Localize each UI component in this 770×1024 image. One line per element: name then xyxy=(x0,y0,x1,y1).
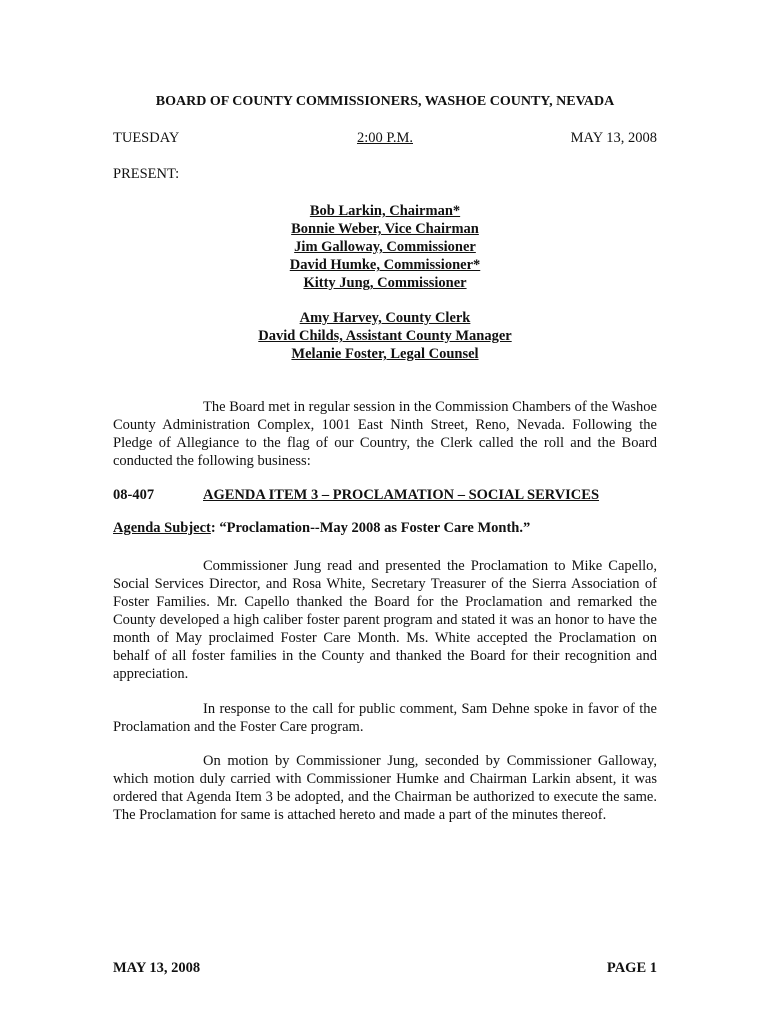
footer-date: MAY 13, 2008 xyxy=(113,960,201,976)
commissioner-name: Jim Galloway, Commissioner xyxy=(294,239,476,255)
meeting-time: 2:00 P.M. xyxy=(356,130,413,146)
meeting-dateline xyxy=(113,130,657,150)
body-paragraph-text: Commissioner Jung read and presented the Proclamation to Mike Capello, Social Services Director, and Rosa White, Secretary Treasurer of the Sierra Association of Foster Families. Mr. Capello thanked the Board for the Proclamation and remarked the County developed a high caliber foster parent program and stated it was an honor to have the month of May proclaimed Foster Care Month. Ms. White accepted the Proclamation on behalf of all foster families in the County and thanked the Board for their recognition and appreciation. xyxy=(113,558,657,682)
document-title: BOARD OF COUNTY COMMISSIONERS, WASHOE COUNTY, NEVADA xyxy=(155,94,615,109)
body-paragraph xyxy=(113,557,657,683)
agenda-item-number: 08-407 xyxy=(113,487,155,503)
staff-list xyxy=(0,309,770,363)
agenda-item-heading: AGENDA ITEM 3 – PROCLAMATION – SOCIAL SERVICES xyxy=(203,487,600,503)
staff-name: Melanie Foster, Legal Counsel xyxy=(291,346,479,362)
agenda-subject xyxy=(113,520,530,537)
commissioner-name: Bob Larkin, Chairman* xyxy=(309,203,461,219)
body-paragraph xyxy=(113,752,657,824)
commissioners-list xyxy=(0,202,770,292)
intro-paragraph xyxy=(113,398,657,470)
page-footer xyxy=(113,960,657,980)
staff-name: Amy Harvey, County Clerk xyxy=(299,310,471,326)
meeting-date: MAY 13, 2008 xyxy=(570,130,657,146)
meeting-day: TUESDAY xyxy=(113,130,180,146)
body-paragraph-text: On motion by Commissioner Jung, seconded by Commissioner Galloway, which motion duly carried with Commissioner Humke and Chairman Larkin absent, it was ordered that Agenda Item 3 be adopted, and the Chairman be authorized to execute the same. The Proclamation for same is attached hereto and made a part of the minutes thereof. xyxy=(113,753,657,823)
body-paragraph-text: In response to the call for public comment, Sam Dehne spoke in favor of the Proclamation and the Foster Care program. xyxy=(113,701,657,735)
agenda-subject-label: Agenda Subject xyxy=(113,520,211,536)
staff-name: David Childs, Assistant County Manager xyxy=(258,328,512,344)
body-paragraph xyxy=(113,700,657,736)
commissioner-name: David Humke, Commissioner* xyxy=(289,257,481,273)
intro-paragraph-text: The Board met in regular session in the Commission Chambers of the Washoe County Administration Complex, 1001 East Ninth Street, Reno, Nevada. Following the Pledge of Allegiance to the flag of our Country, the Clerk called the roll and the Board conducted the following business: xyxy=(113,399,657,469)
present-label: PRESENT: xyxy=(113,166,180,182)
footer-page-number: PAGE 1 xyxy=(606,960,657,976)
commissioner-name: Kitty Jung, Commissioner xyxy=(303,275,467,291)
commissioner-name: Bonnie Weber, Vice Chairman xyxy=(291,221,479,237)
agenda-subject-text: : “Proclamation--May 2008 as Foster Care Month.” xyxy=(210,520,531,536)
